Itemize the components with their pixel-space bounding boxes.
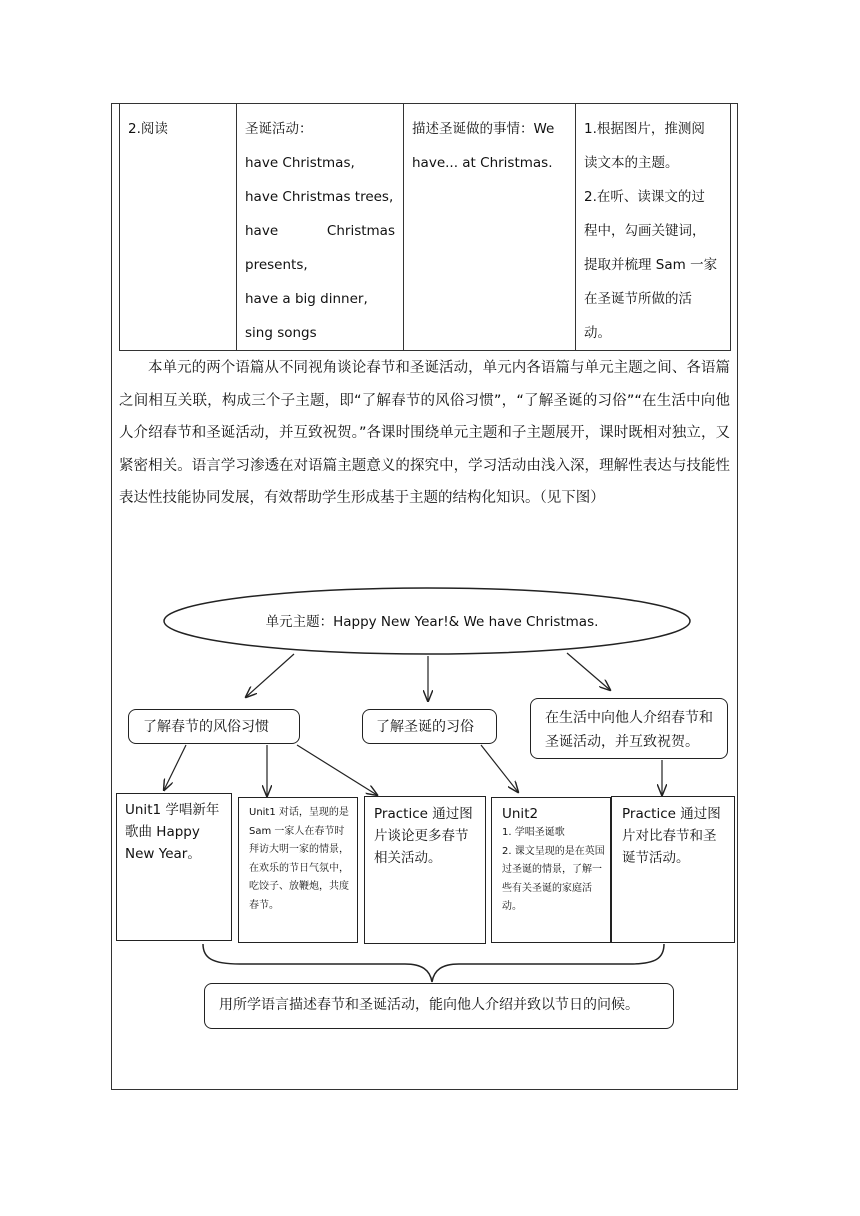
activity-line: 在圣诞节所做的活	[584, 291, 692, 307]
main-theme-label: 单元主题：Happy New Year!& We have Christmas.	[265, 614, 599, 630]
practice2-box	[611, 796, 735, 943]
content-word: have	[245, 223, 279, 239]
unit2-box	[491, 797, 611, 943]
unit1-song-text: Unit1 学唱新年歌曲 Happy New Year。	[125, 802, 220, 862]
arrow-main-to-sub3	[567, 653, 610, 690]
content-title: 圣诞活动：	[245, 121, 313, 137]
practice1-box	[364, 796, 486, 944]
unit1-dialog-box	[238, 797, 358, 943]
sub-theme-introduce-label: 在生活中向他人介绍春节和圣诞活动，并互致祝贺。	[545, 710, 713, 750]
language-line: have... at Christmas.	[412, 155, 553, 171]
unit1-dialog-text: Unit1 对话，呈现的是 Sam 一家人在春节时拜访大明一家的情景，在欢乐的节日气氛中，吃饺子、放鞭炮，共度春节。	[249, 807, 349, 911]
arrow-sub1-to-unit1-song	[164, 745, 186, 790]
summary-brace	[203, 944, 664, 982]
stage-label: 2.阅读	[128, 121, 168, 137]
unit2-title: Unit2	[502, 806, 539, 822]
arrow-sub1-to-practice1	[297, 745, 377, 795]
content-line: have Christmas,	[245, 155, 355, 171]
conclusion-box	[204, 983, 674, 1029]
unit2-item: 2. 课文呈现的是在英国过圣诞的情景，了解一些有关圣诞的家庭活动。	[502, 845, 605, 912]
activity-line: 动。	[584, 325, 611, 341]
unit2-item: 1. 学唱圣诞歌	[502, 827, 565, 838]
content-line: sing songs	[245, 325, 317, 341]
language-line: 描述圣诞做的事情：We	[412, 121, 555, 137]
practice2-text: Practice 通过图片对比春节和圣诞节活动。	[622, 806, 721, 866]
sub-theme-christmas	[362, 709, 497, 744]
activity-line: 读文本的主题。	[584, 155, 679, 171]
arrow-main-to-sub1	[246, 654, 294, 697]
content-line: have a big dinner,	[245, 291, 368, 307]
activity-line: 提取并梳理 Sam 一家	[584, 257, 718, 273]
content-line: have Christmas trees,	[245, 189, 394, 205]
content-word: Christmas	[326, 223, 395, 239]
activity-line: 2.在听、读课文的过	[584, 189, 705, 205]
content-line: presents,	[245, 257, 308, 273]
sub-theme-spring-festival-label: 了解春节的风俗习惯	[143, 719, 269, 735]
activity-line: 程中，勾画关键词，	[584, 223, 706, 239]
sub-theme-introduce	[530, 698, 728, 759]
sub-theme-spring-festival	[128, 709, 300, 744]
practice1-text: Practice 通过图片谈论更多春节相关活动。	[374, 806, 473, 866]
unit1-song-box	[116, 793, 232, 941]
sub-theme-christmas-label: 了解圣诞的习俗	[376, 719, 474, 735]
activity-line: 1.根据图片，推测阅	[584, 121, 705, 137]
description-paragraph: 本单元的两个语篇从不同视角谈论春节和圣诞活动，单元内各语篇与单元主题之间、各语篇之间相互关联，构成三个子主题，即“了解春节的风俗习惯”，“了解圣诞的习俗”“在生活中向他人介绍春节和圣诞活动，并互致祝贺。”各课时围绕单元主题和子主题展开，课时既相对独立，又紧密相关。语言学习渗透在对语篇主题意义的探究中，学习活动由浅入深，理解性表达与技能性表达性技能协同发展，有效帮助学生形成基于主题的结构化知识。（见下图）	[119, 360, 730, 506]
conclusion-text: 用所学语言描述春节和圣诞活动，能向他人介绍并致以节日的问候。	[219, 997, 639, 1013]
arrow-sub2-to-unit2	[481, 745, 518, 792]
